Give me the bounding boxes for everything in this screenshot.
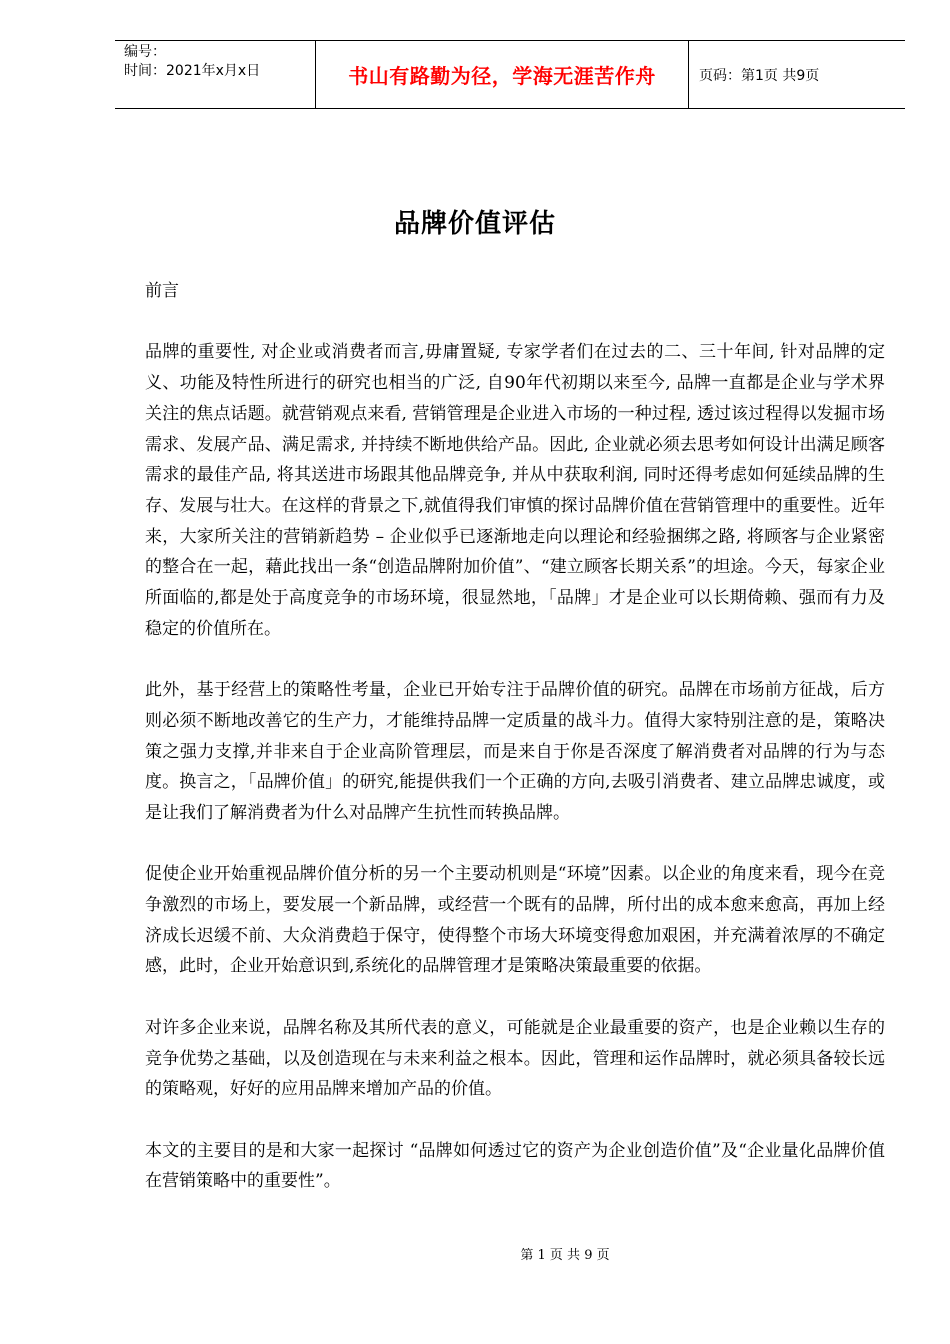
paragraph-2: 此外，基于经营上的策略性考量，企业已开始专注于品牌价值的研究。品牌在市场前方征战，后方则必须不断地改善它的生产力，才能维持品牌一定质量的战斗力。值得大家特别注意的是，策略决策之强力支撑,并非来自于企业高阶管理层，而是来自于你是否深度了解消费者对品牌的行为与态度。换言之，「品牌价值」的研究,能提供我们一个正确的方向,去吸引消费者、建立品牌忠诚度，或是让我们了解消费者为什么对品牌产生抗性而转换品牌。: [145, 680, 885, 823]
header-motto-cell: [316, 41, 689, 108]
document-title: 品牌价值评估: [393, 209, 556, 239]
preface-heading: 前言: [145, 281, 179, 301]
document-time: 时间：2021年x月x日: [124, 63, 261, 79]
header-motto: 书山有路勤为径，学海无涯苦作舟: [348, 64, 656, 88]
header-table: [115, 40, 905, 109]
paragraph-5: 本文的主要目的是和大家一起探讨 “品牌如何透过它的资产为企业创造价值”及“企业量化品牌价值在营销策略中的重要性”。: [145, 1140, 885, 1192]
page-footer: 第 1 页 共 9 页: [520, 1248, 610, 1263]
document-number: 编号：: [124, 44, 166, 60]
paragraph-3: 促使企业开始重视品牌价值分析的另一个主要动机则是“环境”因素。以企业的角度来看，现今在竞争激烈的市场上，要发展一个新品牌，或经营一个既有的品牌，所付出的成本愈来愈高，再加上经济成长迟缓不前、大众消费趋于保守，使得整个市场大环境变得愈加艰困，并充满着浓厚的不确定感，此时，企业开始意识到,系统化的品牌管理才是策略决策最重要的依据。: [145, 864, 885, 977]
header-meta-cell: [115, 41, 316, 108]
header-page-cell: [689, 41, 905, 108]
paragraph-1: 品牌的重要性, 对企业或消费者而言,毋庸置疑, 专家学者们在过去的二、三十年间, 针对品牌的定义、功能及特性所进行的研究也相当的广泛, 自90年代初期以来至今, 品牌一直都是企业与学术界关注的焦点话题。就营销观点来看, 营销管理是企业进入市场的一种过程, 透过该过程得以发掘市场需求、发展产品、满足需求, 并持续不断地供给产品。因此, 企业就必须去思考如何设计出满足顾客需求的最佳产品, 将其送进市场跟其他品牌竞争, 并从中获取利润, 同时还得考虑如何延续品牌的生存、发展与壮大。在这样的背景之下,就值得我们审慎的探讨品牌价值在营销管理中的重要性。近年来，大家所关注的营销新趋势 – 企业似乎已逐渐地走向以理论和经验捆绑之路, 将顾客与企业紧密的整合在一起，藉此找出一条“创造品牌附加价值”、“建立顾客长期关系”的坦途。今天，每家企业所面临的,都是处于高度竞争的市场环境，很显然地，「品牌」才是企业可以长期倚赖、强而有力及稳定的价值所在。: [145, 342, 885, 639]
document-body: [145, 276, 885, 1228]
paragraph-4: 对许多企业来说，品牌名称及其所代表的意义，可能就是企业最重要的资产，也是企业赖以生存的竞争优势之基础，以及创造现在与未来利益之根本。因此，管理和运作品牌时，就必须具备较长远的策略观，好好的应用品牌来增加产品的价值。: [145, 1017, 885, 1100]
header-page-number: 页码：第1页 共9页: [699, 67, 820, 84]
